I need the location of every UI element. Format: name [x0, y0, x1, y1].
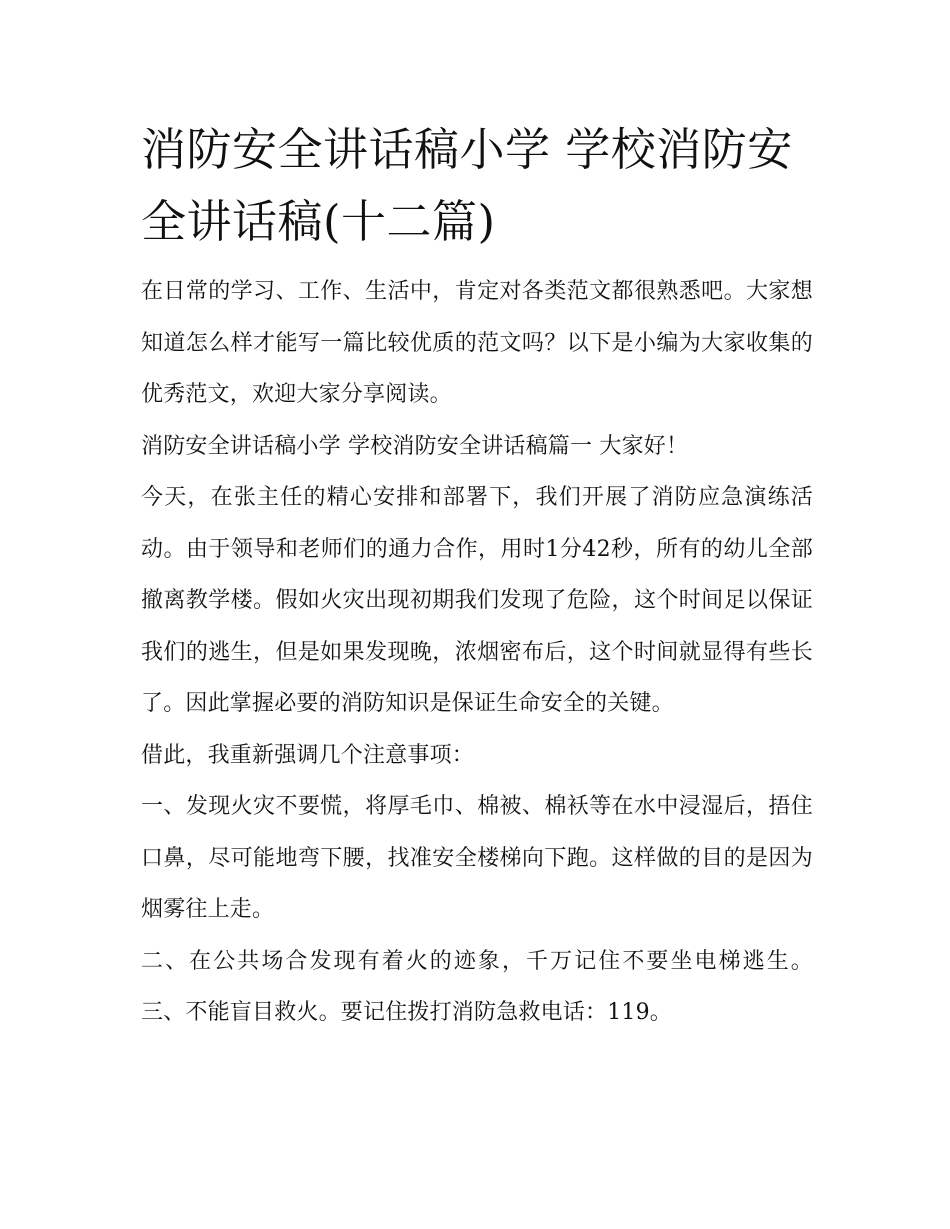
document-body	[141, 114, 813, 1039]
paragraph-notice-intro: 借此，我重新强调几个注意事项：	[141, 742, 475, 768]
paragraph-drill-summary: 今天，在张主任的精心安排和部署下，我们开展了消防应急演练活动。由于领导和老师们的通力合作，用时1分42秒，所有的幼儿全部撤离教学楼。假如火灾出现初期我们发现了危险，这个时间足以保证我们的逃生，但是如果发现晚，浓烟密布后，这个时间就显得有些长了。因此掌握必要的消防知识是保证生命安全的关键。	[141, 485, 813, 716]
paragraph-intro: 在日常的学习、工作、生活中，肯定对各类范文都很熟悉吧。大家想知道怎么样才能写一篇比较优质的范文吗？以下是小编为大家收集的优秀范文，欢迎大家分享阅读。	[141, 279, 813, 407]
paragraph-notice-1: 一、发现火灾不要慌，将厚毛巾、棉被、棉袄等在水中浸湿后，捂住口鼻，尽可能地弯下腰，找准安全楼梯向下跑。这样做的目的是因为烟雾往上走。	[141, 794, 813, 922]
document-title: 消防安全讲话稿小学 学校消防安全讲话稿(十二篇)	[141, 123, 793, 248]
paragraph-notice-2-3: 二、在公共场合发现有着火的迹象，千万记住不要坐电梯逃生。 三、不能盲目救火。要记住拨打消防急救电话：119。	[141, 948, 813, 1025]
paragraph-greeting: 消防安全讲话稿小学 学校消防安全讲话稿篇一 大家好！	[141, 433, 689, 459]
